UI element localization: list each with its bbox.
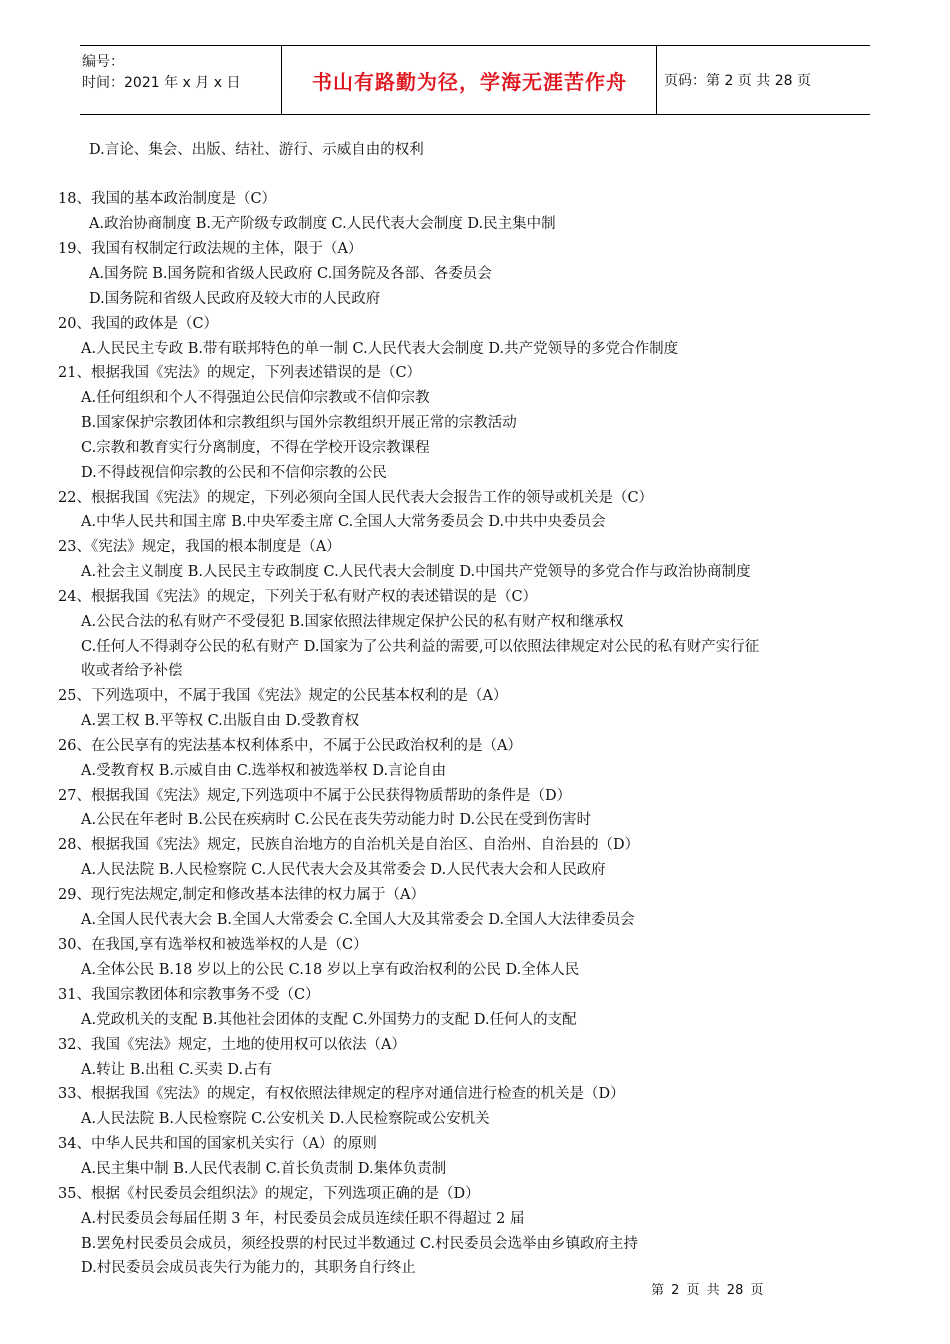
question-line: 33、根据我国《宪法》的规定，有权依照法律规定的程序对通信进行检查的机关是（D） — [58, 1086, 625, 1102]
question-line: 19、我国有权制定行政法规的主体，限于（A） — [58, 241, 363, 257]
question-line: A.党政机关的支配 B.其他社会团体的支配 C.外国势力的支配 D.任何人的支配 — [81, 1012, 577, 1028]
question-line: 34、中华人民共和国的国家机关实行（A）的原则 — [58, 1136, 377, 1152]
question-line: 20、我国的政体是（C） — [58, 316, 219, 332]
question-line: A.国务院 B.国务院和省级人民政府 C.国务院及各部、各委员会 — [89, 266, 492, 282]
question-line: A.转让 B.出租 C.买卖 D.占有 — [81, 1062, 273, 1078]
question-line: A.任何组织和个人不得强迫公民信仰宗教或不信仰宗教 — [81, 390, 430, 406]
question-line: 32、我国《宪法》规定，土地的使用权可以依法（A） — [58, 1037, 406, 1053]
question-line: C.任何人不得剥夺公民的私有财产 D.国家为了公共利益的需要,可以依照法律规定对公民的私有财产实行征 — [81, 639, 760, 655]
question-line: 22、根据我国《宪法》的规定，下列必须向全国人民代表大会报告工作的领导或机关是（C） — [58, 490, 654, 506]
header-motto: 书山有路勤为径，学海无涯苦作舟 — [312, 69, 627, 94]
question-line: A.公民在年老时 B.公民在疾病时 C.公民在丧失劳动能力时 D.公民在受到伤害时 — [81, 812, 592, 828]
question-line: D.不得歧视信仰宗教的公民和不信仰宗教的公民 — [81, 465, 387, 481]
header-meta — [82, 52, 240, 94]
question-line: A.受教育权 B.示威自由 C.选举权和被选举权 D.言论自由 — [81, 763, 447, 779]
question-line: A.公民合法的私有财产不受侵犯 B.国家依照法律规定保护公民的私有财产权和继承权 — [81, 614, 624, 630]
question-line: A.中华人民共和国主席 B.中央军委主席 C.全国人大常务委员会 D.中共中央委员会 — [81, 514, 606, 530]
question-line: 18、我国的基本政治制度是（C） — [58, 191, 277, 207]
question-line: A.全体公民 B.18 岁以上的公民 C.18 岁以上享有政治权利的公民 D.全体人民 — [81, 962, 580, 978]
question-line: A.社会主义制度 B.人民民主专政制度 C.人民代表大会制度 D.中国共产党领导的多党合作与政治协商制度 — [81, 564, 751, 580]
question-line: D.国务院和省级人民政府及较大市的人民政府 — [89, 291, 381, 307]
question-line: 29、现行宪法规定,制定和修改基本法律的权力属于（A） — [58, 887, 426, 903]
question-line: 21、根据我国《宪法》的规定，下列表述错误的是（C） — [58, 365, 422, 381]
header-page-info: 页码：第 2 页 共 28 页 — [664, 73, 811, 89]
page-footer: 第 2 页 共 28 页 — [651, 1283, 764, 1298]
question-line: 35、根据《村民委员会组织法》的规定，下列选项正确的是（D） — [58, 1186, 480, 1202]
question-line: 23、《宪法》规定，我国的根本制度是（A） — [58, 539, 341, 555]
question-line: B.国家保护宗教团体和宗教组织与国外宗教组织开展正常的宗教活动 — [81, 415, 517, 431]
question-line: D.言论、集会、出版、结社、游行、示威自由的权利 — [89, 142, 424, 158]
header-divider — [281, 46, 282, 114]
question-line: 25、下列选项中，不属于我国《宪法》规定的公民基本权利的是（A） — [58, 688, 508, 704]
question-line: A.罢工权 B.平等权 C.出版自由 D.受教育权 — [81, 713, 360, 729]
header-divider — [656, 46, 657, 114]
question-line: 30、在我国,享有选举权和被选举权的人是（C） — [58, 937, 368, 953]
question-line: A.民主集中制 B.人民代表制 C.首长负责制 D.集体负责制 — [81, 1161, 447, 1177]
question-line: 24、根据我国《宪法》的规定，下列关于私有财产权的表述错误的是（C） — [58, 589, 538, 605]
question-line: 28、根据我国《宪法》规定，民族自治地方的自治机关是自治区、自治州、自治县的（D） — [58, 837, 640, 853]
question-line: A.全国人民代表大会 B.全国人大常委会 C.全国人大及其常委会 D.全国人大法律委员会 — [81, 912, 635, 928]
time-label: 时间：2021 年 x 月 x 日 — [82, 75, 241, 91]
question-line: A.人民法院 B.人民检察院 C.人民代表大会及其常委会 D.人民代表大会和人民政府 — [81, 862, 606, 878]
question-line: A.政治协商制度 B.无产阶级专政制度 C.人民代表大会制度 D.民主集中制 — [89, 216, 556, 232]
question-line: A.人民法院 B.人民检察院 C.公安机关 D.人民检察院或公安机关 — [81, 1111, 490, 1127]
question-line: 收或者给予补偿 — [81, 663, 183, 679]
number-label: 编号： — [82, 54, 124, 70]
question-line: B.罢免村民委员会成员，须经投票的村民过半数通过 C.村民委员会选举由乡镇政府主持 — [81, 1236, 639, 1252]
question-line: 26、在公民享有的宪法基本权利体系中，不属于公民政治权利的是（A） — [58, 738, 522, 754]
question-line: 31、我国宗教团体和宗教事务不受（C） — [58, 987, 320, 1003]
question-line: C.宗教和教育实行分离制度，不得在学校开设宗教课程 — [81, 440, 430, 456]
question-line: D.村民委员会成员丧失行为能力的，其职务自行终止 — [81, 1260, 416, 1276]
question-line: A.人民民主专政 B.带有联邦特色的单一制 C.人民代表大会制度 D.共产党领导的多党合作制度 — [81, 341, 679, 357]
question-line: A.村民委员会每届任期 3 年，村民委员会成员连续任职不得超过 2 届 — [81, 1211, 525, 1227]
page-header — [80, 45, 870, 115]
question-line: 27、根据我国《宪法》规定,下列选项中不属于公民获得物质帮助的条件是（D） — [58, 788, 572, 804]
